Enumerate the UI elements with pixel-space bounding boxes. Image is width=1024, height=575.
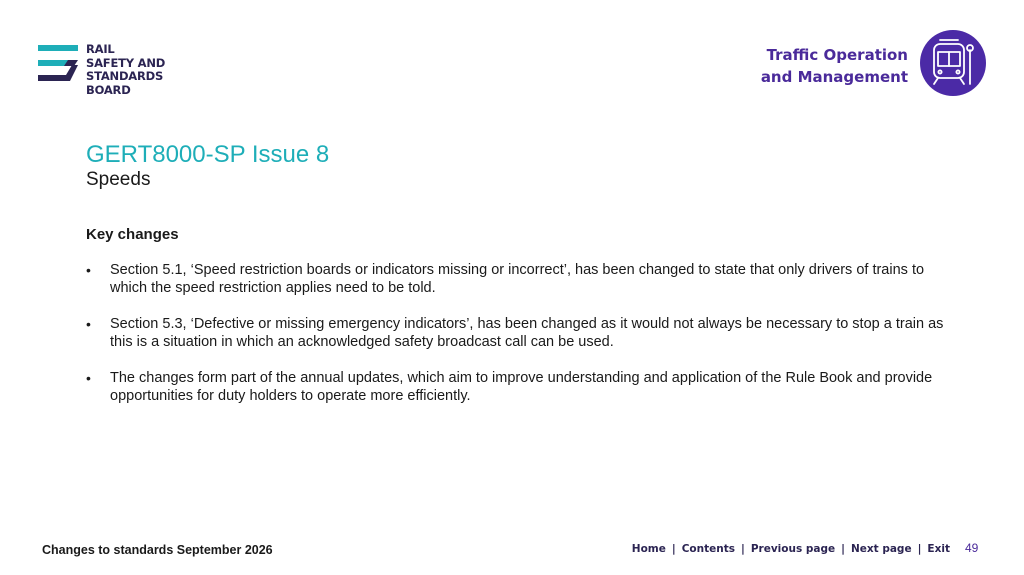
list-item: • The changes form part of the annual updates, which aim to improve understanding and application of the Rule Book and provide opportunities for duty holders to operate more efficiently.	[86, 369, 956, 405]
section-title-line: and Management	[760, 68, 908, 86]
key-changes-list	[86, 261, 956, 423]
home-link[interactable]: Home	[631, 543, 666, 555]
section-title-line: Traffic Operation	[766, 46, 908, 64]
page-number: 49	[965, 541, 979, 555]
nav-separator: |	[741, 543, 745, 555]
contents-link[interactable]: Contents	[681, 543, 735, 555]
list-item: • Section 5.3, ‘Defective or missing emergency indicators’, has been changed as it would not always be necessary to stop a train as this is a situation in which an acknowledged safety broadcast call can be used.	[86, 315, 956, 351]
list-item: • Section 5.1, ‘Speed restriction boards or indicators missing or incorrect’, has been changed to state that only drivers of trains to which the speed restriction applies need to be told.	[86, 261, 956, 297]
previous-page-link[interactable]: Previous page	[750, 543, 836, 555]
rssb-logo-mark-icon	[38, 43, 80, 83]
section-badge	[920, 30, 986, 96]
logo-line: STANDARDS	[86, 69, 164, 83]
logo-line: SAFETY AND	[86, 55, 166, 70]
footer-caption: Changes to standards September 2026	[42, 543, 273, 557]
rssb-logo	[38, 43, 178, 99]
key-changes-heading: Key changes	[86, 226, 179, 243]
page-subtitle: Speeds	[86, 169, 151, 190]
train-icon	[920, 30, 986, 96]
nav-separator: |	[917, 543, 922, 555]
exit-link[interactable]: Exit	[927, 543, 950, 555]
section-title	[761, 44, 908, 88]
logo-line: RAIL	[86, 42, 115, 56]
logo-wordmark	[86, 43, 165, 97]
next-page-link[interactable]: Next page	[850, 543, 912, 555]
page-title: GERT8000-SP Issue 8	[86, 141, 330, 168]
footer-navigation	[632, 543, 950, 555]
nav-separator: |	[841, 543, 845, 555]
logo-line: BOARD	[86, 82, 131, 97]
nav-separator: |	[671, 543, 676, 555]
